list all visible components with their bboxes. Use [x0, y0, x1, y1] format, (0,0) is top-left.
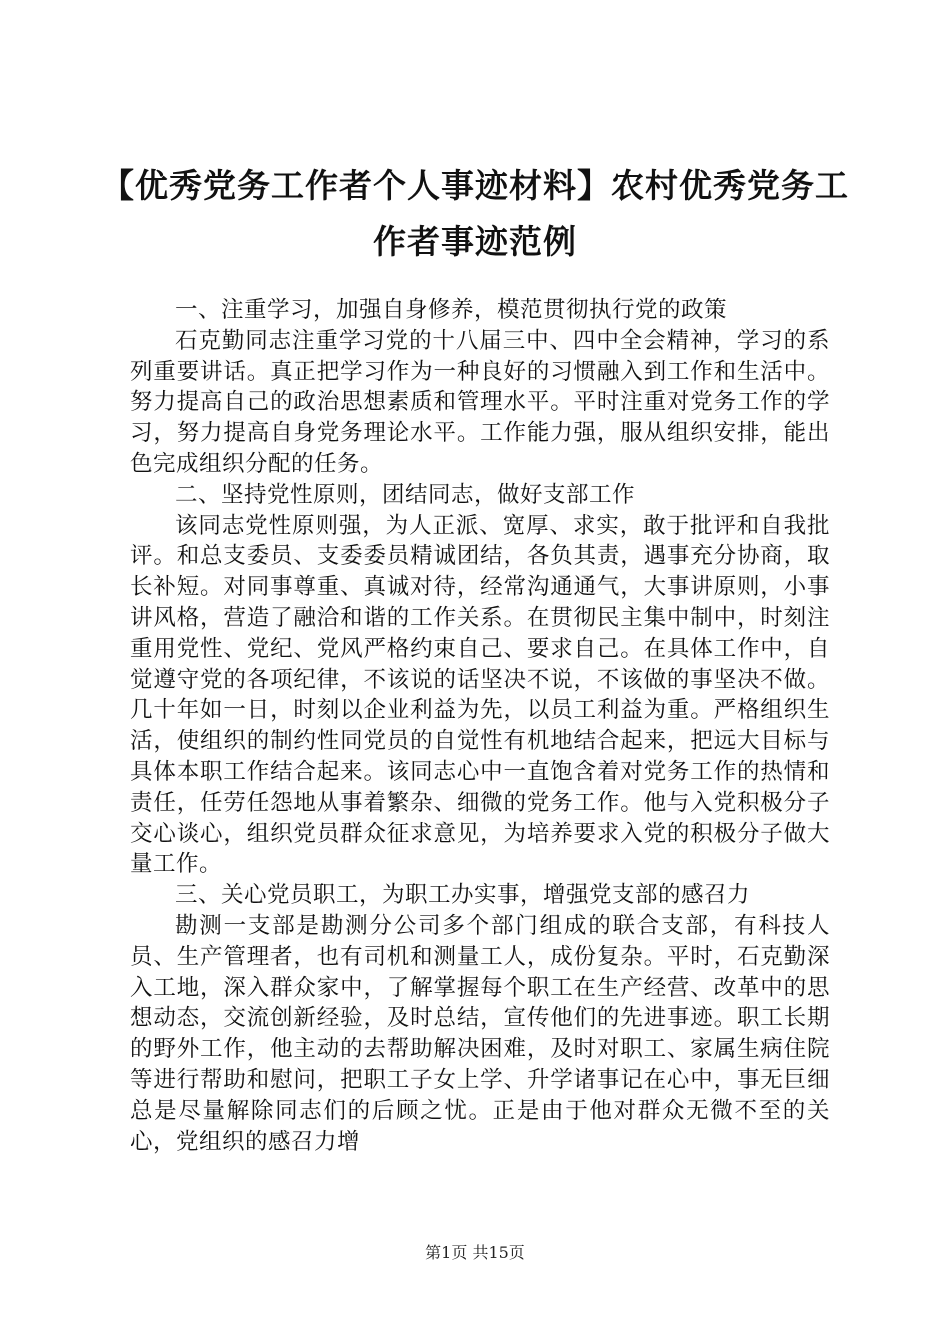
document-title: 【优秀党务工作者个人事迹材料】农村优秀党务工作者事迹范例 — [101, 166, 849, 261]
paragraph-3: 勘测一支部是勘测分公司多个部门组成的联合支部，有科技人员、生产管理者，也有司机和测量工人，成份复杂。平时，石克勤深入工地，深入群众家中，了解掌握每个职工在生产经营、改革中的思想动态，交流创新经验，及时总结，宣传他们的先进事迹。职工长期的野外工作，他主动的去帮助解决困难，及时对职工、家属生病住院等进行帮助和慰问，把职工子女上学、升学诸事记在心中，事无巨细总是尽量解除同志们的后顾之忧。正是由于他对群众无微不至的关心，党组织的感召力增 — [130, 912, 830, 1155]
section-heading-1: 一、注重学习，加强自身修养，模范贯彻执行党的政策 — [175, 297, 728, 323]
document-body — [130, 295, 830, 1157]
page-footer: 第1页 共15页 — [425, 1243, 525, 1262]
section-heading-2: 二、坚持党性原则，团结同志，做好支部工作 — [175, 481, 636, 508]
section-heading-3: 三、关心党员职工，为职工办实事，增强党支部的感召力 — [175, 882, 751, 909]
paragraph-1: 石克勤同志注重学习党的十八届三中、四中全会精神，学习的系列重要讲话。真正把学习作为一种良好的习惯融入到工作和生活中。努力提高自己的政治思想素质和管理水平。平时注重对党务工作的学习，努力提高自身党务理论水平。工作能力强，服从组织安排，能出色完成组织分配的任务。 — [130, 327, 830, 477]
paragraph-2: 该同志党性原则强，为人正派、宽厚、求实，敢于批评和自我批评。和总支委员、支委委员精诚团结，各负其责，遇事充分协商，取长补短。对同事尊重、真诚对待，经常沟通通气，大事讲原则，小事讲风格，营造了融洽和谐的工作关系。在贯彻民主集中制中，时刻注重用党性、党纪、党风严格约束自己、要求自己。在具体工作中，自觉遵守党的各项纪律，不该说的话坚决不说，不该做的事坚决不做。几十年如一日，时刻以企业利益为先，以员工利益为重。严格组织生活，使组织的制约性同党员的自觉性有机地结合起来，把远大目标与具体本职工作结合起来。该同志心中一直饱含着对党务工作的热情和责任，任劳任怨地从事着繁杂、细微的党务工作。他与入党积极分子交心谈心，组织党员群众征求意见，为培养要求入党的积极分子做大量工作。 — [130, 512, 830, 878]
